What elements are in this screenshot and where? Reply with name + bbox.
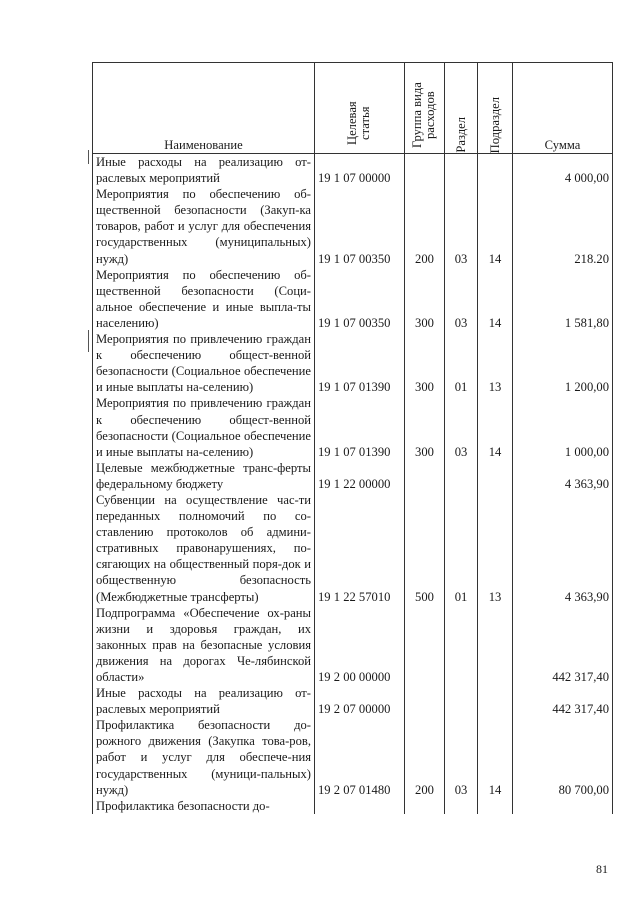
row-subsection: 14 [478,717,513,797]
row-sum: 442 317,40 [513,605,613,685]
row-name: Мероприятия по привлечению граждан к обеспечению общест-венной безопасности (Социальное обеспечение и иные выплаты на-селению) [93,331,315,395]
row-target-code: 19 2 07 01480 [315,717,405,797]
row-target-code: 19 1 07 00350 [315,186,405,266]
row-subsection: 13 [478,331,513,395]
left-margin-mark [88,330,89,352]
row-subsection [478,460,513,492]
row-sum [513,798,613,814]
row-name: Подпрограмма «Обеспечение ох-раны жизни и здоровья граждан, их законных прав на безопасные условия движения на дорогах Че-лябинской области» [93,605,315,685]
row-sum: 80 700,00 [513,717,613,797]
budget-table [92,62,613,814]
row-expense-group: 300 [405,267,445,331]
row-target-code: 19 1 22 00000 [315,460,405,492]
row-sum: 4 000,00 [513,154,613,187]
row-expense-group: 200 [405,717,445,797]
table-body [93,154,613,814]
header-subsection: Подраздел [478,63,513,154]
row-expense-group: 500 [405,492,445,605]
row-section [445,460,478,492]
row-target-code: 19 2 07 00000 [315,685,405,717]
table-row [93,685,613,717]
row-expense-group: 200 [405,186,445,266]
row-name: Мероприятия по обеспечению об-щественной безопасности (Закуп-ка товаров, работ и услуг для обеспечения государственных (муниципальных) нужд) [93,186,315,266]
table-header-row [93,63,613,154]
row-section [445,605,478,685]
row-name: Субвенции на осуществление час-ти переданных полномочий по со-ставлению протоколов об админи-стративных правонарушениях, по-сягающих на общественный поря-док и общественную безопасность (Межбюджетные трансферты) [93,492,315,605]
row-sum: 1 200,00 [513,331,613,395]
row-subsection: 14 [478,395,513,459]
row-target-code: 19 2 00 00000 [315,605,405,685]
header-target: Целевая статья [315,63,405,154]
row-sum: 442 317,40 [513,685,613,717]
row-subsection [478,154,513,187]
row-subsection [478,685,513,717]
row-target-code: 19 1 07 00000 [315,154,405,187]
row-target-code: 19 1 07 00350 [315,267,405,331]
row-name: Иные расходы на реализацию от-раслевых мероприятий [93,685,315,717]
row-section: 03 [445,267,478,331]
header-section: Раздел [445,63,478,154]
row-target-code [315,798,405,814]
row-name: Целевые межбюджетные транс-ферты федеральному бюджету [93,460,315,492]
row-name: Мероприятия по обеспечению об-щественной безопасности (Соци-альное обеспечение и иные выпла-ты населению) [93,267,315,331]
row-sum: 4 363,90 [513,492,613,605]
row-expense-group: 300 [405,331,445,395]
row-subsection: 14 [478,186,513,266]
row-section [445,154,478,187]
row-name: Мероприятия по привлечению граждан к обеспечению общест-венной безопасности (Социальное обеспечение и иные выплаты на-селению) [93,395,315,459]
row-expense-group: 300 [405,395,445,459]
row-sum: 4 363,90 [513,460,613,492]
row-section: 01 [445,331,478,395]
table-row [93,395,613,459]
header-sum: Сумма [513,63,613,154]
row-section [445,685,478,717]
row-expense-group [405,605,445,685]
row-section: 03 [445,395,478,459]
row-sum: 1 000,00 [513,395,613,459]
row-expense-group [405,154,445,187]
row-expense-group [405,685,445,717]
row-section: 01 [445,492,478,605]
row-section: 03 [445,717,478,797]
row-name: Профилактика безопасности до-рожного движения (Закупка това-ров, работ и услуг для обеспече-ния государственных (муници-пальных) нужд) [93,717,315,797]
header-group: Группа вида расходов [405,63,445,154]
row-name: Профилактика безопасности до- [93,798,315,814]
table-row [93,331,613,395]
table-row [93,186,613,266]
row-target-code: 19 1 07 01390 [315,331,405,395]
page-number: 81 [596,862,608,876]
row-expense-group [405,460,445,492]
row-target-code: 19 1 07 01390 [315,395,405,459]
row-expense-group [405,798,445,814]
row-target-code: 19 1 22 57010 [315,492,405,605]
table-row [93,460,613,492]
row-section [445,798,478,814]
row-sum: 218.20 [513,186,613,266]
row-subsection: 13 [478,492,513,605]
row-subsection: 14 [478,267,513,331]
table-row [93,605,613,685]
table-row [93,154,613,187]
table-row [93,798,613,814]
row-section: 03 [445,186,478,266]
table-row [93,492,613,605]
table-row [93,267,613,331]
row-sum: 1 581,80 [513,267,613,331]
left-margin-mark [88,150,89,164]
row-subsection [478,605,513,685]
table-row [93,717,613,797]
row-subsection [478,798,513,814]
row-name: Иные расходы на реализацию от-раслевых мероприятий [93,154,315,187]
header-name: Наименование [93,63,315,154]
